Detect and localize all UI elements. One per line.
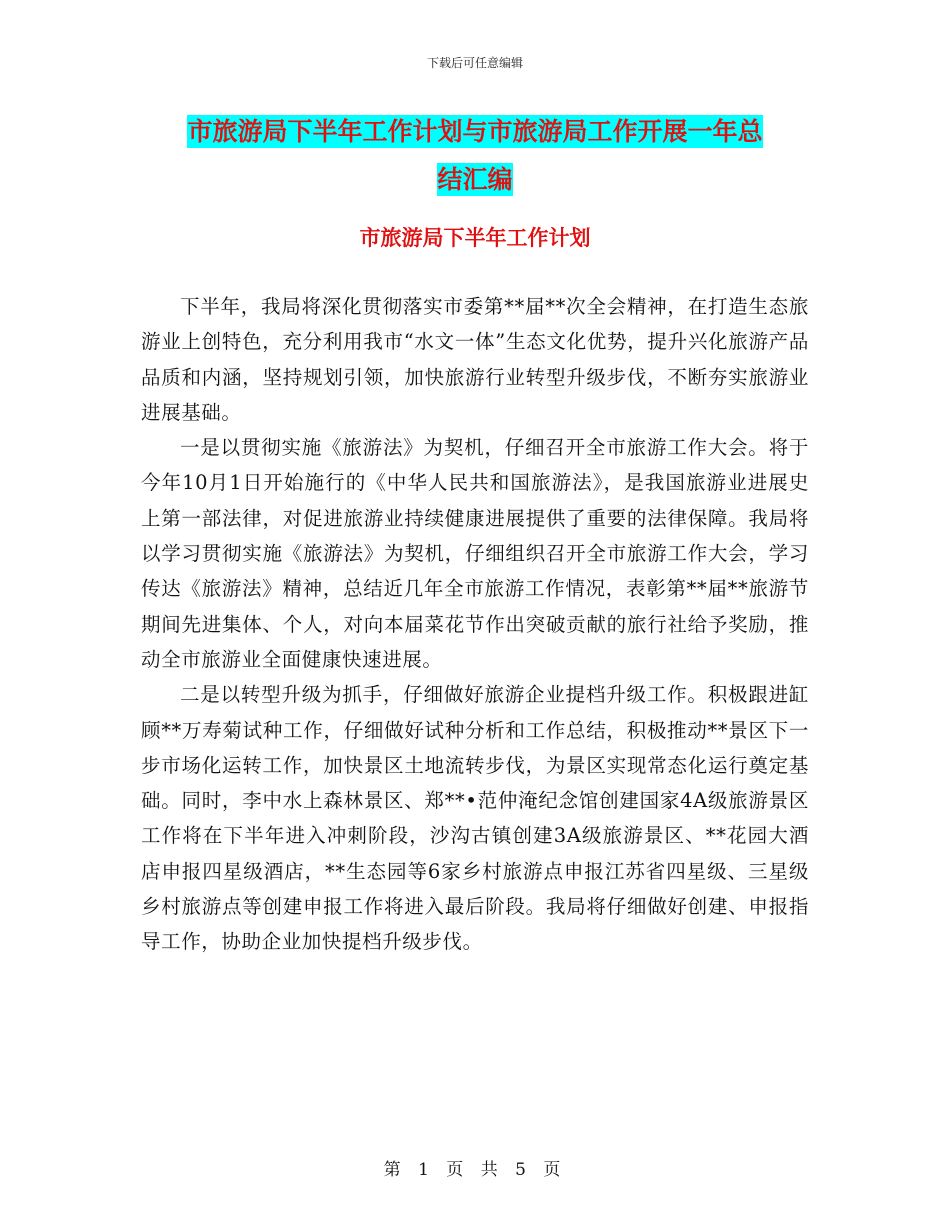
- document-title: [140, 108, 810, 204]
- paragraph: 下半年，我局将深化贯彻落实市委第**届**次全会精神，在打造生态旅游业上创特色，充分利用我市“水文一体”生态文化优势，提升兴化旅游产品品质和内涵，坚持规划引领，加快旅游行业转型升级步伐，不断夯实旅游业进展基础。: [141, 295, 809, 424]
- paragraph: 二是以转型升级为抓手，仔细做好旅游企业提档升级工作。积极跟进缸顾**万寿菊试种工作，仔细做好试种分析和工作总结，积极推动**景区下一步市场化运转工作，加快景区土地流转步伐，为景区实现常态化运行奠定基础。同时，李中水上森林景区、郑**•范仲淹纪念馆创建国家4A级旅游景区工作将在下半年进入冲刺阶段，沙沟古镇创建3A级旅游景区、**花园大酒店申报四星级酒店，**生态园等6家乡村旅游点申报江苏省四星级、三星级乡村旅游点等创建申报工作将进入最后阶段。我局将仔细做好创建、申报指导工作，协助企业加快提档升级步伐。: [141, 683, 809, 954]
- section-title: 市旅游局下半年工作计划: [359, 226, 591, 250]
- body-text: [141, 289, 809, 960]
- header-note: 下载后可任意编辑: [426, 56, 523, 70]
- document-title-line1: 市旅游局下半年工作计划与市旅游局工作开展一年总: [187, 117, 763, 146]
- document-title-line2: 结汇编: [437, 165, 513, 194]
- paragraph: 一是以贯彻实施《旅游法》为契机，仔细召开全市旅游工作大会。将于今年10月1日开始施行的《中华人民共和国旅游法》，是我国旅游业进展史上第一部法律，对促进旅游业持续健康进展提供了重要的法律保障。我局将以学习贯彻实施《旅游法》为契机，仔细组织召开全市旅游工作大会，学习传达《旅游法》精神，总结近几年全市旅游工作情况，表彰第**届**旅游节期间先进集体、个人，对向本届菜花节作出突破贡献的旅行社给予奖励，推动全市旅游业全面健康快速进展。: [141, 436, 809, 671]
- page-number: 第 1 页 共 5 页: [383, 1160, 567, 1180]
